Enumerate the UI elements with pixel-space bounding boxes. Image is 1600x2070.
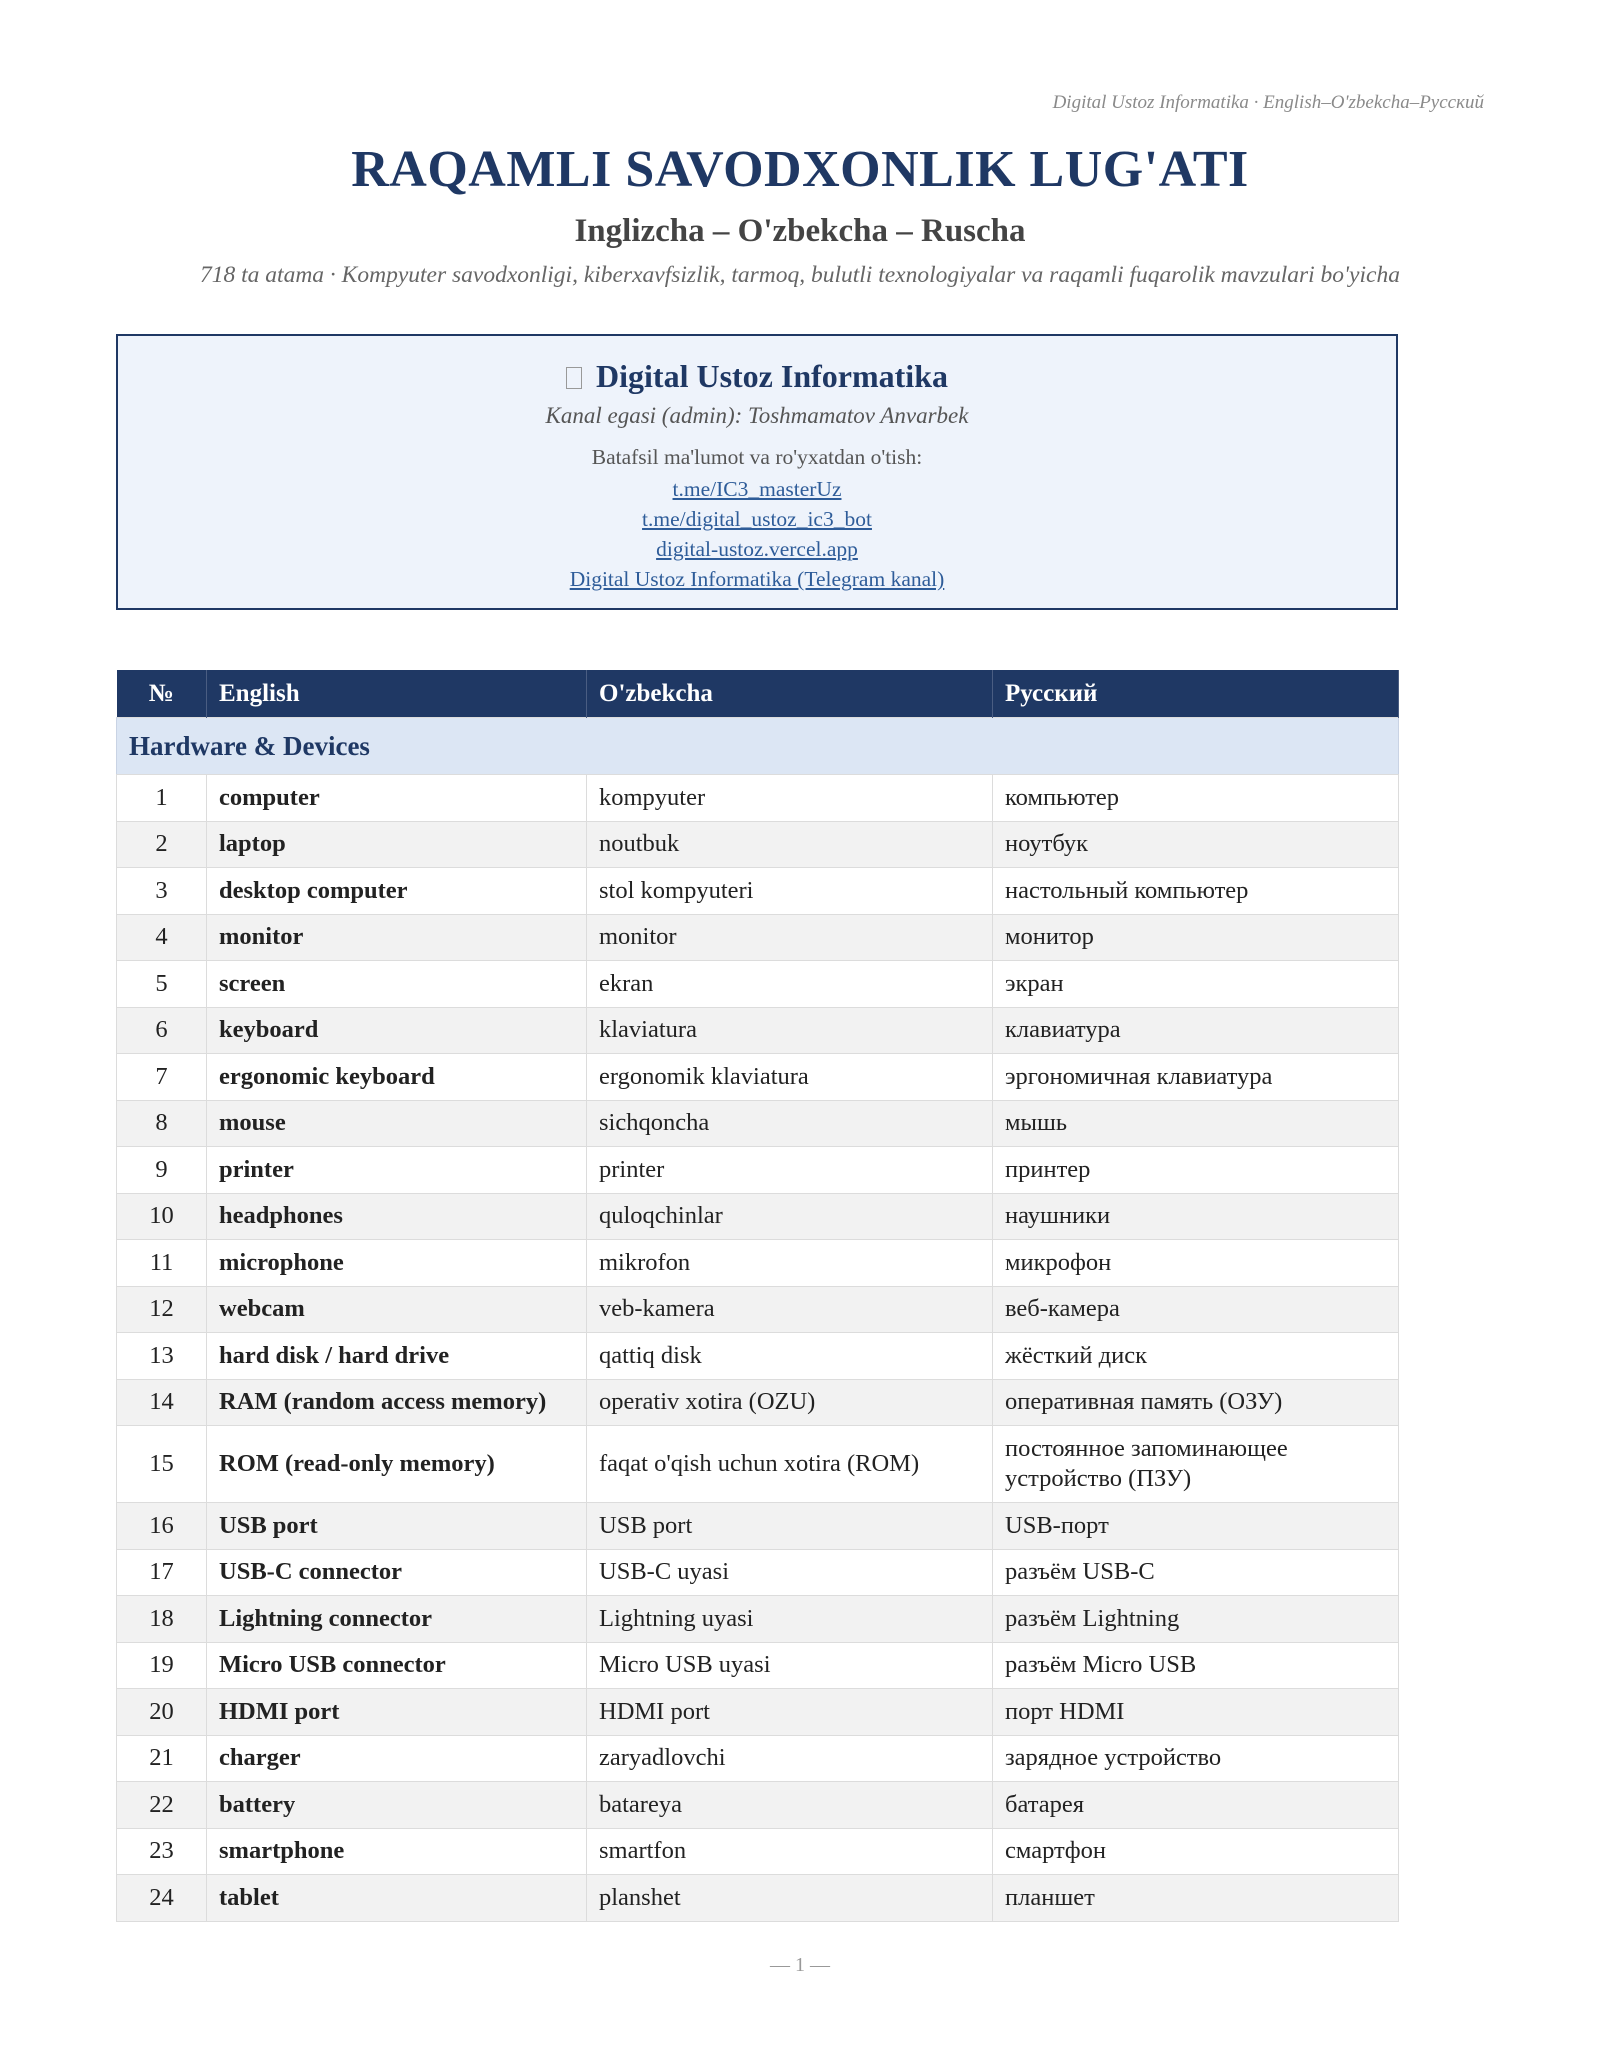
row-uzbek: printer <box>587 1147 993 1194</box>
row-english: battery <box>207 1782 587 1829</box>
row-number: 16 <box>117 1503 207 1550</box>
row-uzbek: kompyuter <box>587 775 993 822</box>
table-row <box>117 1100 1399 1147</box>
row-english: RAM (random access memory) <box>207 1379 587 1426</box>
column-header-english: English <box>207 670 587 718</box>
section-title: Hardware & Devices <box>117 718 1399 775</box>
row-english: HDMI port <box>207 1689 587 1736</box>
row-uzbek: klaviatura <box>587 1007 993 1054</box>
info-box <box>116 334 1398 610</box>
row-uzbek: HDMI port <box>587 1689 993 1736</box>
running-header: Digital Ustoz Informatika · English–O'zbekcha–Русский <box>1052 92 1484 113</box>
page-title: RAQAMLI SAVODXONLIK LUG'ATI <box>351 141 1249 198</box>
table-row <box>117 1147 1399 1194</box>
row-russian: разъём USB-C <box>993 1549 1399 1596</box>
table-row <box>117 1689 1399 1736</box>
row-number: 2 <box>117 821 207 868</box>
row-number: 20 <box>117 1689 207 1736</box>
row-russian: принтер <box>993 1147 1399 1194</box>
glossary-table <box>116 670 1399 1922</box>
missing-glyph-icon <box>566 367 582 389</box>
row-english: monitor <box>207 914 587 961</box>
row-number: 12 <box>117 1286 207 1333</box>
info-box-title: Digital Ustoz Informatika <box>596 358 948 394</box>
row-english: tablet <box>207 1875 587 1922</box>
row-english: smartphone <box>207 1828 587 1875</box>
info-box-links <box>118 474 1396 594</box>
row-number: 13 <box>117 1333 207 1380</box>
row-uzbek: USB-C uyasi <box>587 1549 993 1596</box>
row-uzbek: qattiq disk <box>587 1333 993 1380</box>
glossary-body <box>117 718 1399 1922</box>
row-number: 8 <box>117 1100 207 1147</box>
row-number: 14 <box>117 1379 207 1426</box>
row-uzbek: operativ xotira (OZU) <box>587 1379 993 1426</box>
table-row <box>117 1549 1399 1596</box>
table-row <box>117 1054 1399 1101</box>
row-uzbek: sichqoncha <box>587 1100 993 1147</box>
table-row <box>117 1642 1399 1689</box>
row-russian: экран <box>993 961 1399 1008</box>
row-russian: микрофон <box>993 1240 1399 1287</box>
row-number: 23 <box>117 1828 207 1875</box>
page-number: — 1 — <box>770 1954 830 1976</box>
page-subtitle: Inglizcha – O'zbekcha – Ruscha <box>574 213 1026 249</box>
row-russian: порт HDMI <box>993 1689 1399 1736</box>
row-uzbek: Lightning uyasi <box>587 1596 993 1643</box>
table-row <box>117 914 1399 961</box>
row-russian: разъём Micro USB <box>993 1642 1399 1689</box>
info-box-note: Batafsil ma'lumot va ro'yxatdan o'tish: <box>591 445 923 469</box>
link-telegram-bot[interactable]: t.me/digital_ustoz_ic3_bot <box>642 507 872 531</box>
row-english: USB port <box>207 1503 587 1550</box>
column-header-number: № <box>117 670 207 718</box>
row-english: computer <box>207 775 587 822</box>
row-russian: веб-камера <box>993 1286 1399 1333</box>
table-row <box>117 868 1399 915</box>
row-russian: смартфон <box>993 1828 1399 1875</box>
row-russian: USB-порт <box>993 1503 1399 1550</box>
row-number: 9 <box>117 1147 207 1194</box>
row-number: 22 <box>117 1782 207 1829</box>
table-row <box>117 1503 1399 1550</box>
row-english: screen <box>207 961 587 1008</box>
row-uzbek: zaryadlovchi <box>587 1735 993 1782</box>
table-row <box>117 1828 1399 1875</box>
row-russian: наушники <box>993 1193 1399 1240</box>
row-english: USB-C connector <box>207 1549 587 1596</box>
section-row <box>117 718 1399 775</box>
row-english: microphone <box>207 1240 587 1287</box>
row-english: headphones <box>207 1193 587 1240</box>
row-russian: мышь <box>993 1100 1399 1147</box>
table-row <box>117 1286 1399 1333</box>
row-uzbek: batareya <box>587 1782 993 1829</box>
table-row <box>117 1007 1399 1054</box>
table-row <box>117 1782 1399 1829</box>
row-english: Micro USB connector <box>207 1642 587 1689</box>
row-number: 18 <box>117 1596 207 1643</box>
row-uzbek: USB port <box>587 1503 993 1550</box>
row-uzbek: mikrofon <box>587 1240 993 1287</box>
row-number: 17 <box>117 1549 207 1596</box>
row-uzbek: noutbuk <box>587 821 993 868</box>
table-row <box>117 1333 1399 1380</box>
table-row <box>117 821 1399 868</box>
info-box-admin: Kanal egasi (admin): Toshmamatov Anvarbek <box>545 403 969 428</box>
column-header-uzbek: O'zbekcha <box>587 670 993 718</box>
row-russian: планшет <box>993 1875 1399 1922</box>
row-uzbek: stol kompyuteri <box>587 868 993 915</box>
row-uzbek: veb-kamera <box>587 1286 993 1333</box>
info-box-title-row <box>118 358 1396 395</box>
row-uzbek: smartfon <box>587 1828 993 1875</box>
row-number: 11 <box>117 1240 207 1287</box>
row-russian: эргономичная клавиатура <box>993 1054 1399 1101</box>
row-uzbek: Micro USB uyasi <box>587 1642 993 1689</box>
table-row <box>117 961 1399 1008</box>
row-russian: ноутбук <box>993 821 1399 868</box>
title-block <box>0 140 1600 289</box>
row-russian: батарея <box>993 1782 1399 1829</box>
row-number: 24 <box>117 1875 207 1922</box>
row-russian: клавиатура <box>993 1007 1399 1054</box>
table-row <box>117 775 1399 822</box>
row-number: 6 <box>117 1007 207 1054</box>
row-uzbek: quloqchinlar <box>587 1193 993 1240</box>
row-russian: компьютер <box>993 775 1399 822</box>
column-header-russian: Русский <box>993 670 1399 718</box>
row-english: ergonomic keyboard <box>207 1054 587 1101</box>
row-uzbek: faqat o'qish uchun xotira (ROM) <box>587 1426 993 1503</box>
page-description: 718 ta atama · Kompyuter savodxonligi, kiberxavfsizlik, tarmoq, bulutli texnologiyalar va raqamli fuqarolik mavzulari bo'yicha <box>200 262 1400 288</box>
row-russian: разъём Lightning <box>993 1596 1399 1643</box>
link-ic3-master[interactable]: t.me/IC3_masterUz <box>672 477 842 501</box>
row-english: printer <box>207 1147 587 1194</box>
row-uzbek: planshet <box>587 1875 993 1922</box>
row-number: 4 <box>117 914 207 961</box>
row-english: keyboard <box>207 1007 587 1054</box>
link-telegram-channel[interactable]: Digital Ustoz Informatika (Telegram kanal) <box>569 567 945 591</box>
table-row <box>117 1875 1399 1922</box>
row-russian: оперативная память (ОЗУ) <box>993 1379 1399 1426</box>
table-row <box>117 1193 1399 1240</box>
table-row <box>117 1240 1399 1287</box>
row-english: hard disk / hard drive <box>207 1333 587 1380</box>
row-english: ROM (read-only memory) <box>207 1426 587 1503</box>
row-english: webcam <box>207 1286 587 1333</box>
row-number: 19 <box>117 1642 207 1689</box>
table-row <box>117 1426 1399 1503</box>
row-russian: постоянное запоминающее устройство (ПЗУ) <box>993 1426 1399 1503</box>
row-russian: настольный компьютер <box>993 868 1399 915</box>
row-number: 15 <box>117 1426 207 1503</box>
row-number: 21 <box>117 1735 207 1782</box>
table-row <box>117 1379 1399 1426</box>
row-number: 5 <box>117 961 207 1008</box>
row-russian: монитор <box>993 914 1399 961</box>
row-uzbek: ekran <box>587 961 993 1008</box>
row-number: 3 <box>117 868 207 915</box>
row-english: mouse <box>207 1100 587 1147</box>
row-russian: жёсткий диск <box>993 1333 1399 1380</box>
row-uzbek: monitor <box>587 914 993 961</box>
link-website[interactable]: digital-ustoz.vercel.app <box>656 537 858 561</box>
row-uzbek: ergonomik klaviatura <box>587 1054 993 1101</box>
table-header-row <box>117 670 1399 718</box>
row-number: 1 <box>117 775 207 822</box>
row-english: desktop computer <box>207 868 587 915</box>
row-english: charger <box>207 1735 587 1782</box>
table-row <box>117 1596 1399 1643</box>
row-number: 7 <box>117 1054 207 1101</box>
row-english: laptop <box>207 821 587 868</box>
row-russian: зарядное устройство <box>993 1735 1399 1782</box>
table-row <box>117 1735 1399 1782</box>
row-number: 10 <box>117 1193 207 1240</box>
row-english: Lightning connector <box>207 1596 587 1643</box>
